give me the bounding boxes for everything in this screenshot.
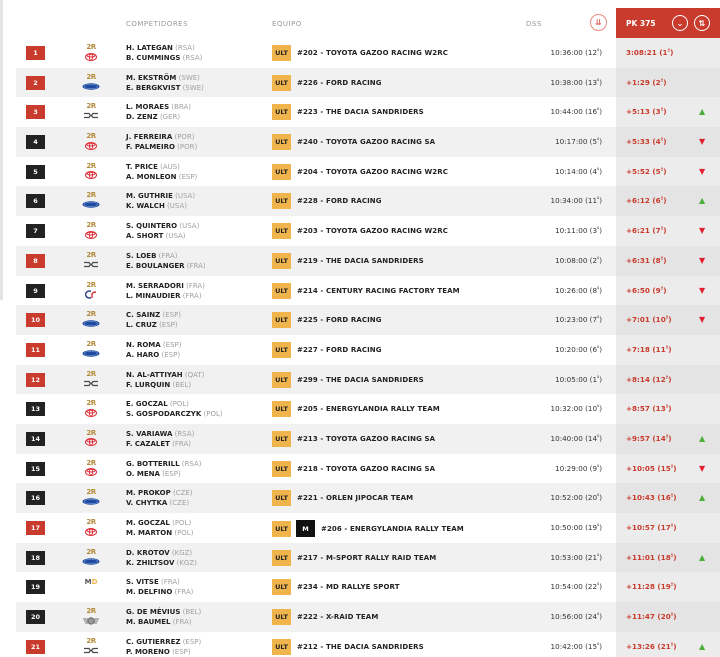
team xyxy=(272,520,464,537)
team xyxy=(272,342,382,358)
position-badge: 21 xyxy=(26,640,45,654)
team xyxy=(272,283,460,299)
pk-time: +7:01 $(10^º)$ xyxy=(626,315,672,325)
driver[interactable]: N. ROMA (ESP) xyxy=(126,340,182,349)
codriver[interactable]: A. MONLEON (ESP) xyxy=(126,172,198,181)
dss-time: 10:42:00 $(15^º)$ xyxy=(550,641,602,651)
pk-time: +1:29 $(2^º)$ xyxy=(626,77,667,87)
dss-time: 10:44:00 $(16^º)$ xyxy=(550,107,602,117)
category-badge: ULT xyxy=(272,521,291,537)
dss-time: 10:54:00 $(22^º)$ xyxy=(550,582,602,592)
manufacturer xyxy=(80,281,102,299)
team-name[interactable]: #213 - TOYOTA GAZOO RACING SA xyxy=(297,434,436,443)
pk-time: 3:08:21 $(1^º)$ xyxy=(626,48,674,57)
table-row[interactable] xyxy=(16,454,720,484)
position-badge: 6 xyxy=(26,194,45,208)
pk-time: +6:12 $(6^º)$ xyxy=(626,196,667,206)
manufacturer-logo-icon: M D xyxy=(84,577,98,586)
trend-down-icon: ▼ xyxy=(699,166,706,176)
manufacturer-logo-icon xyxy=(80,290,102,299)
crew xyxy=(126,132,197,152)
driver[interactable]: G. BOTTERILL (RSA) xyxy=(126,459,202,468)
manufacturer xyxy=(80,429,102,447)
table-row[interactable] xyxy=(16,276,720,306)
codriver[interactable]: E. BERGKVIST (SWE) xyxy=(126,83,204,92)
pk-label: PK 375 xyxy=(626,19,656,28)
tyre-brand-label: 2R xyxy=(86,132,96,141)
tyre-brand-label: 2R xyxy=(86,161,96,170)
dss-time: 10:29:00 $(9^º)$ xyxy=(555,463,602,473)
crew xyxy=(126,459,201,479)
table-row[interactable] xyxy=(16,572,720,602)
manufacturer-logo-icon xyxy=(80,557,102,566)
codriver[interactable]: O. MENA (ESP) xyxy=(126,469,181,478)
manufacturer-logo-icon xyxy=(80,497,102,506)
dss-time: 10:20:00 $(6^º)$ xyxy=(555,344,602,354)
driver[interactable]: N. AL-ATTIYAH (QAT) xyxy=(126,370,205,379)
manufacturer xyxy=(80,459,102,477)
tyre-brand-label: 2R xyxy=(86,102,96,111)
dss-time: 10:53:00 $(21^º)$ xyxy=(550,552,602,562)
tyre-brand-label: 2R xyxy=(86,607,96,616)
team-name[interactable]: #217 - M-SPORT RALLY RAID TEAM xyxy=(297,553,437,562)
crew xyxy=(126,488,193,508)
tyre-brand-label: 2R xyxy=(86,43,96,51)
category-badge: ULT xyxy=(272,134,291,150)
manufacturer xyxy=(80,102,102,120)
crew xyxy=(126,518,193,538)
crew xyxy=(126,637,201,657)
position-badge: 18 xyxy=(26,551,45,565)
manufacturer-logo-icon xyxy=(80,616,102,625)
sort-descending-icon[interactable]: ⇊ xyxy=(590,14,607,31)
crew xyxy=(126,548,197,568)
category-badge: ULT xyxy=(272,164,291,180)
codriver[interactable]: M. MARTON (POL) xyxy=(126,529,194,537)
pk-time: +11:47 $(20^º)$ xyxy=(626,612,677,622)
crew xyxy=(126,221,199,241)
header-dss: DSS xyxy=(526,20,542,28)
manufacturer-logo-icon xyxy=(80,200,102,209)
pk-column-header[interactable] xyxy=(616,8,720,38)
manufacturer-logo-icon xyxy=(80,468,102,477)
manufacturer-logo-icon xyxy=(80,408,102,417)
position-badge: 3 xyxy=(26,105,45,119)
tyre-brand-label: 2R xyxy=(86,636,96,645)
table-row[interactable] xyxy=(16,186,720,216)
manufacturer-logo-icon xyxy=(80,230,102,239)
table-row[interactable] xyxy=(16,216,720,246)
position-badge: 15 xyxy=(26,462,45,476)
team-name[interactable]: #205 - ENERGYLANDIA RALLY TEAM xyxy=(297,405,440,414)
team xyxy=(272,193,382,209)
manufacturer-logo-icon xyxy=(80,379,102,388)
trend-down-icon: ▼ xyxy=(699,285,706,295)
team xyxy=(272,45,448,61)
crew xyxy=(126,340,181,360)
tyre-brand-label: 2R xyxy=(86,339,96,348)
position-badge: 11 xyxy=(26,343,45,357)
trend-up-icon: ▲ xyxy=(699,552,706,562)
pk-time: +8:57 $(13^º)$ xyxy=(626,404,672,414)
driver[interactable]: S. LOEB (FRA) xyxy=(126,251,178,260)
tyre-brand-label: 2R xyxy=(86,191,96,200)
team-name[interactable]: #219 - THE DACIA SANDRIDERS xyxy=(297,256,424,265)
category-badge: ULT xyxy=(272,490,291,506)
table-header xyxy=(16,0,720,38)
manufacturer xyxy=(80,73,102,91)
pk-time: +6:21 $(7^º)$ xyxy=(626,226,667,236)
manufacturer xyxy=(80,132,102,150)
driver[interactable]: S. QUINTERO (USA) xyxy=(126,222,200,231)
codriver[interactable]: M. DELFINO (FRA) xyxy=(126,588,194,597)
tyre-brand-label: 2R xyxy=(86,250,96,259)
position-badge: 19 xyxy=(26,580,45,594)
manufacturer xyxy=(80,548,102,566)
header-team: EQUIPO xyxy=(272,20,302,28)
dss-time: 10:56:00 $(24^º)$ xyxy=(550,612,602,622)
category-badge: ULT xyxy=(272,283,291,299)
category-badge: ULT xyxy=(272,401,291,417)
table-row[interactable] xyxy=(16,394,720,424)
position-badge: 12 xyxy=(26,373,45,387)
codriver[interactable]: D. ZENZ (GER) xyxy=(126,113,181,122)
dss-time: 10:14:00 $(4^º)$ xyxy=(555,166,602,176)
crew xyxy=(126,73,204,93)
pk-time: +6:31 $(8^º)$ xyxy=(626,255,667,265)
team-name[interactable]: #204 - TOYOTA GAZOO RACING W2RC xyxy=(297,167,448,176)
team xyxy=(272,104,424,120)
pk-time: +8:14 $(12^º)$ xyxy=(626,374,672,384)
manufacturer xyxy=(80,340,102,358)
driver[interactable]: L. MORAES (BRA) xyxy=(126,103,191,112)
crew xyxy=(126,577,193,597)
crew xyxy=(126,191,195,211)
team xyxy=(272,401,440,417)
position-badge: 14 xyxy=(26,432,45,446)
pk-time: +5:52 $(5^º)$ xyxy=(626,166,667,176)
table-row[interactable] xyxy=(16,632,720,657)
codriver[interactable]: K. ZHILTSOV (KGZ) xyxy=(126,558,197,567)
manufacturer-logo-icon xyxy=(80,260,102,269)
crew xyxy=(126,607,201,627)
team xyxy=(272,223,448,239)
team xyxy=(272,372,424,388)
team-name[interactable]: #222 - X-RAID TEAM xyxy=(297,613,379,622)
driver[interactable]: T. PRICE (AUS) xyxy=(126,162,180,171)
team xyxy=(272,75,382,91)
results-table xyxy=(16,0,720,657)
category-badge: ULT xyxy=(272,104,291,120)
codriver[interactable]: A. HARO (ESP) xyxy=(126,350,181,359)
driver[interactable]: D. KROTOV (KGZ) xyxy=(126,548,193,557)
team xyxy=(272,253,424,269)
dss-time: 10:23:00 $(7^º)$ xyxy=(555,315,602,325)
table-row[interactable] xyxy=(16,305,720,335)
pk-time: +5:33 $(4^º)$ xyxy=(626,137,667,147)
driver[interactable]: G. DE MÉVIUS (BEL) xyxy=(126,608,202,617)
manufacturer xyxy=(80,577,102,586)
crew xyxy=(126,429,194,449)
crew xyxy=(126,162,197,182)
category-badge: ULT xyxy=(272,75,291,91)
table-body xyxy=(16,38,720,657)
tyre-brand-label: 2R xyxy=(86,488,96,497)
manufacturer xyxy=(80,43,102,61)
pk-time: +13:26 $(21^º)$ xyxy=(626,641,677,651)
trend-down-icon: ▼ xyxy=(699,226,706,236)
team xyxy=(272,134,435,150)
team-name[interactable]: #226 - FORD RACING xyxy=(297,78,382,87)
dss-time: 10:38:00 $(13^º)$ xyxy=(550,77,602,87)
codriver[interactable]: V. CHYTKA (CZE) xyxy=(126,499,190,508)
dss-time: 10:32:00 $(10^º)$ xyxy=(550,404,602,414)
team xyxy=(272,164,448,180)
team-name[interactable]: #206 - ENERGYLANDIA RALLY TEAM xyxy=(321,524,464,533)
table-row[interactable] xyxy=(16,335,720,365)
manufacturer-logo-icon xyxy=(80,349,102,358)
team-name[interactable]: #299 - THE DACIA SANDRIDERS xyxy=(297,375,424,384)
codriver[interactable]: P. MORENO (ESP) xyxy=(126,647,191,656)
codriver[interactable]: L. CRUZ (ESP) xyxy=(126,321,178,330)
tyre-brand-label: 2R xyxy=(86,399,96,408)
pk-time: +10:05 $(15^º)$ xyxy=(626,463,677,473)
team xyxy=(272,431,435,447)
tyre-brand-label: 2R xyxy=(86,72,96,81)
team-name[interactable]: #227 - FORD RACING xyxy=(297,345,382,354)
category-badge: ULT xyxy=(272,431,291,447)
tyre-brand-label: 2R xyxy=(86,369,96,378)
driver[interactable]: J. FERREIRA (POR) xyxy=(126,133,195,142)
pk-time: +11:28 $(19^º)$ xyxy=(626,582,677,592)
table-row[interactable] xyxy=(16,543,720,573)
trend-down-icon: ▼ xyxy=(699,137,706,147)
team xyxy=(272,609,378,625)
tyre-brand-label: 2R xyxy=(86,428,96,437)
manufacturer-logo-icon xyxy=(80,82,102,91)
codriver[interactable]: F. LURQUIN (BEL) xyxy=(126,380,192,389)
team-name[interactable]: #234 - MD RALLYE SPORT xyxy=(297,583,400,592)
position-badge: 17 xyxy=(26,521,45,535)
manufacturer xyxy=(80,251,102,269)
team xyxy=(272,579,400,595)
manufacturer-logo-icon xyxy=(80,438,102,447)
team-name[interactable]: #223 - THE DACIA SANDRIDERS xyxy=(297,108,424,117)
table-row[interactable] xyxy=(16,424,720,454)
dss-time: 10:26:00 $(8^º)$ xyxy=(555,285,602,295)
position-badge: 4 xyxy=(26,135,45,149)
manufacturer-logo-icon xyxy=(80,646,102,655)
trend-up-icon: ▲ xyxy=(699,107,706,117)
codriver[interactable]: F. PALMEIRO (POR) xyxy=(126,143,198,152)
manufacturer-logo-icon xyxy=(80,141,102,150)
header-competitors: COMPETIDORES xyxy=(126,20,189,28)
pk-time: +10:57 $(17^º)$ xyxy=(626,523,677,532)
crew xyxy=(126,43,202,63)
codriver[interactable]: F. CAZALET (FRA) xyxy=(126,439,192,448)
team xyxy=(272,639,424,655)
category-badge: ULT xyxy=(272,193,291,209)
table-row[interactable] xyxy=(16,513,720,543)
manufacturer xyxy=(80,399,102,417)
team xyxy=(272,312,382,328)
team xyxy=(272,461,435,477)
team-name[interactable]: #218 - TOYOTA GAZOO RACING SA xyxy=(297,464,436,473)
crew xyxy=(126,251,206,271)
tyre-brand-label: 2R xyxy=(86,221,96,230)
team xyxy=(272,490,413,506)
position-badge: 9 xyxy=(26,284,45,298)
crew xyxy=(126,399,223,419)
manufacturer xyxy=(80,221,102,239)
pk-time: +6:50 $(9^º)$ xyxy=(626,285,667,295)
manufacturer xyxy=(80,162,102,180)
tyre-brand-label: 2R xyxy=(86,280,96,289)
trend-down-icon: ▼ xyxy=(699,255,706,265)
team-name[interactable]: #240 - TOYOTA GAZOO RACING SA xyxy=(297,138,436,147)
dss-time: 10:17:00 $(5^º)$ xyxy=(555,137,602,147)
tyre-brand-label: 2R xyxy=(86,310,96,319)
category-badge: ULT xyxy=(272,342,291,358)
codriver[interactable]: B. CUMMINGS (RSA) xyxy=(126,54,203,62)
trend-down-icon: ▼ xyxy=(699,315,706,325)
category-badge: ULT xyxy=(272,45,291,61)
manufacturer-logo-icon xyxy=(80,527,102,536)
position-badge: 13 xyxy=(26,402,45,416)
manufacturer-logo-icon xyxy=(80,171,102,180)
team-name[interactable]: #228 - FORD RACING xyxy=(297,197,382,206)
category-badge: ULT xyxy=(272,253,291,269)
dss-time: 10:08:00 $(2^º)$ xyxy=(555,255,602,265)
category-badge: ULT xyxy=(272,312,291,328)
crew xyxy=(126,310,181,330)
driver[interactable]: M. GOCZAL (POL) xyxy=(126,519,192,527)
table-row[interactable] xyxy=(16,97,720,127)
category-badge: ULT xyxy=(272,461,291,477)
scroll-edge xyxy=(0,0,3,300)
driver[interactable]: H. LATEGAN (RSA) xyxy=(126,44,195,52)
crew xyxy=(126,370,204,390)
manufacturer-logo-icon xyxy=(80,319,102,328)
table-row[interactable] xyxy=(16,365,720,395)
codriver[interactable]: S. GOSPODARCZYK (POL) xyxy=(126,410,223,419)
sort-ascending-icon[interactable]: ⇅ xyxy=(694,15,710,31)
driver[interactable]: C. GUTIERREZ (ESP) xyxy=(126,637,202,646)
position-badge: 10 xyxy=(26,313,45,327)
category-badge: ULT xyxy=(272,579,291,595)
category-badge: ULT xyxy=(272,223,291,239)
position-badge: 5 xyxy=(26,165,45,179)
team-name[interactable]: #225 - FORD RACING xyxy=(297,316,382,325)
manufacturer-logo-icon xyxy=(80,52,102,61)
table-row[interactable] xyxy=(16,127,720,157)
driver[interactable]: M. GUTHRIE (USA) xyxy=(126,192,196,201)
pk-time: +9:57 $(14^º)$ xyxy=(626,433,672,443)
driver[interactable]: S. VARIAWA (RSA) xyxy=(126,429,195,438)
tyre-brand-label: 2R xyxy=(86,518,96,526)
chevron-down-icon[interactable]: ⌄ xyxy=(672,15,688,31)
dss-time: 10:40:00 $(14^º)$ xyxy=(550,433,602,443)
driver[interactable]: S. VITSE (FRA) xyxy=(126,578,180,587)
manufacturer xyxy=(80,518,102,536)
team-name[interactable]: #214 - CENTURY RACING FACTORY TEAM xyxy=(297,286,460,295)
codriver[interactable]: A. SHORT (USA) xyxy=(126,232,186,241)
dss-time: 10:50:00 $(19^º)$ xyxy=(550,523,602,532)
crew xyxy=(126,102,191,122)
manufacturer xyxy=(80,310,102,328)
position-badge: 16 xyxy=(26,491,45,505)
manufacturer xyxy=(80,191,102,209)
position-badge: 8 xyxy=(26,254,45,268)
pk-time: +7:18 $(11^º)$ xyxy=(626,344,672,354)
manufacturer xyxy=(80,637,102,655)
trend-up-icon: ▲ xyxy=(699,641,706,651)
codriver[interactable]: K. WALCH (USA) xyxy=(126,202,187,211)
codriver[interactable]: E. BOULANGER (FRA) xyxy=(126,261,206,270)
table-row[interactable] xyxy=(16,38,720,68)
table-row[interactable] xyxy=(16,157,720,187)
dss-time: 10:52:00 $(20^º)$ xyxy=(550,493,602,503)
dss-time: 10:34:00 $(11^º)$ xyxy=(550,196,602,206)
table-row[interactable] xyxy=(16,602,720,632)
pk-time: +5:13 $(3^º)$ xyxy=(626,107,667,117)
pk-time: +11:01 $(18^º)$ xyxy=(626,552,677,562)
dss-time: 10:36:00 $(12^º)$ xyxy=(550,48,602,57)
position-badge: 1 xyxy=(26,46,45,60)
team-name[interactable]: #221 - ORLEN JIPOCAR TEAM xyxy=(297,494,414,503)
trend-up-icon: ▲ xyxy=(699,196,706,206)
position-badge: 7 xyxy=(26,224,45,238)
trend-up-icon: ▲ xyxy=(699,493,706,503)
trend-down-icon: ▼ xyxy=(699,463,706,473)
trend-up-icon: ▲ xyxy=(699,433,706,443)
dss-time: 10:11:00 $(3^º)$ xyxy=(555,226,602,236)
pk-time: +10:43 $(16^º)$ xyxy=(626,493,677,503)
driver[interactable]: E. GOCZAL (POL) xyxy=(126,400,189,409)
category-badge: ULT xyxy=(272,609,291,625)
crew xyxy=(126,281,205,301)
position-badge: 2 xyxy=(26,76,45,90)
dss-time: 10:05:00 $(1^º)$ xyxy=(555,374,602,384)
category-badge: ULT xyxy=(272,372,291,388)
tyre-brand-label: 2R xyxy=(86,458,96,467)
extra-badge: M xyxy=(296,520,315,537)
category-badge: ULT xyxy=(272,550,291,566)
table-row[interactable] xyxy=(16,68,720,98)
category-badge: ULT xyxy=(272,639,291,655)
team-name[interactable]: #203 - TOYOTA GAZOO RACING W2RC xyxy=(297,227,448,236)
table-row[interactable] xyxy=(16,246,720,276)
manufacturer xyxy=(80,370,102,388)
driver[interactable]: M. PROKOP (CZE) xyxy=(126,489,193,498)
codriver[interactable]: L. MINAUDIER (FRA) xyxy=(126,291,202,300)
team-name[interactable]: #202 - TOYOTA GAZOO RACING W2RC xyxy=(297,49,448,57)
manufacturer-logo-icon xyxy=(80,111,102,120)
codriver[interactable]: M. BAUMEL (FRA) xyxy=(126,618,192,627)
table-row[interactable] xyxy=(16,483,720,513)
position-badge: 20 xyxy=(26,610,45,624)
manufacturer xyxy=(80,488,102,506)
driver[interactable]: C. SAINZ (ESP) xyxy=(126,311,182,320)
team xyxy=(272,550,436,566)
team-name[interactable]: #212 - THE DACIA SANDRIDERS xyxy=(297,642,424,651)
tyre-brand-label: 2R xyxy=(86,547,96,556)
manufacturer xyxy=(80,607,102,625)
driver[interactable]: M. EKSTRÖM (SWE) xyxy=(126,73,200,82)
driver[interactable]: M. SERRADORI (FRA) xyxy=(126,281,205,290)
